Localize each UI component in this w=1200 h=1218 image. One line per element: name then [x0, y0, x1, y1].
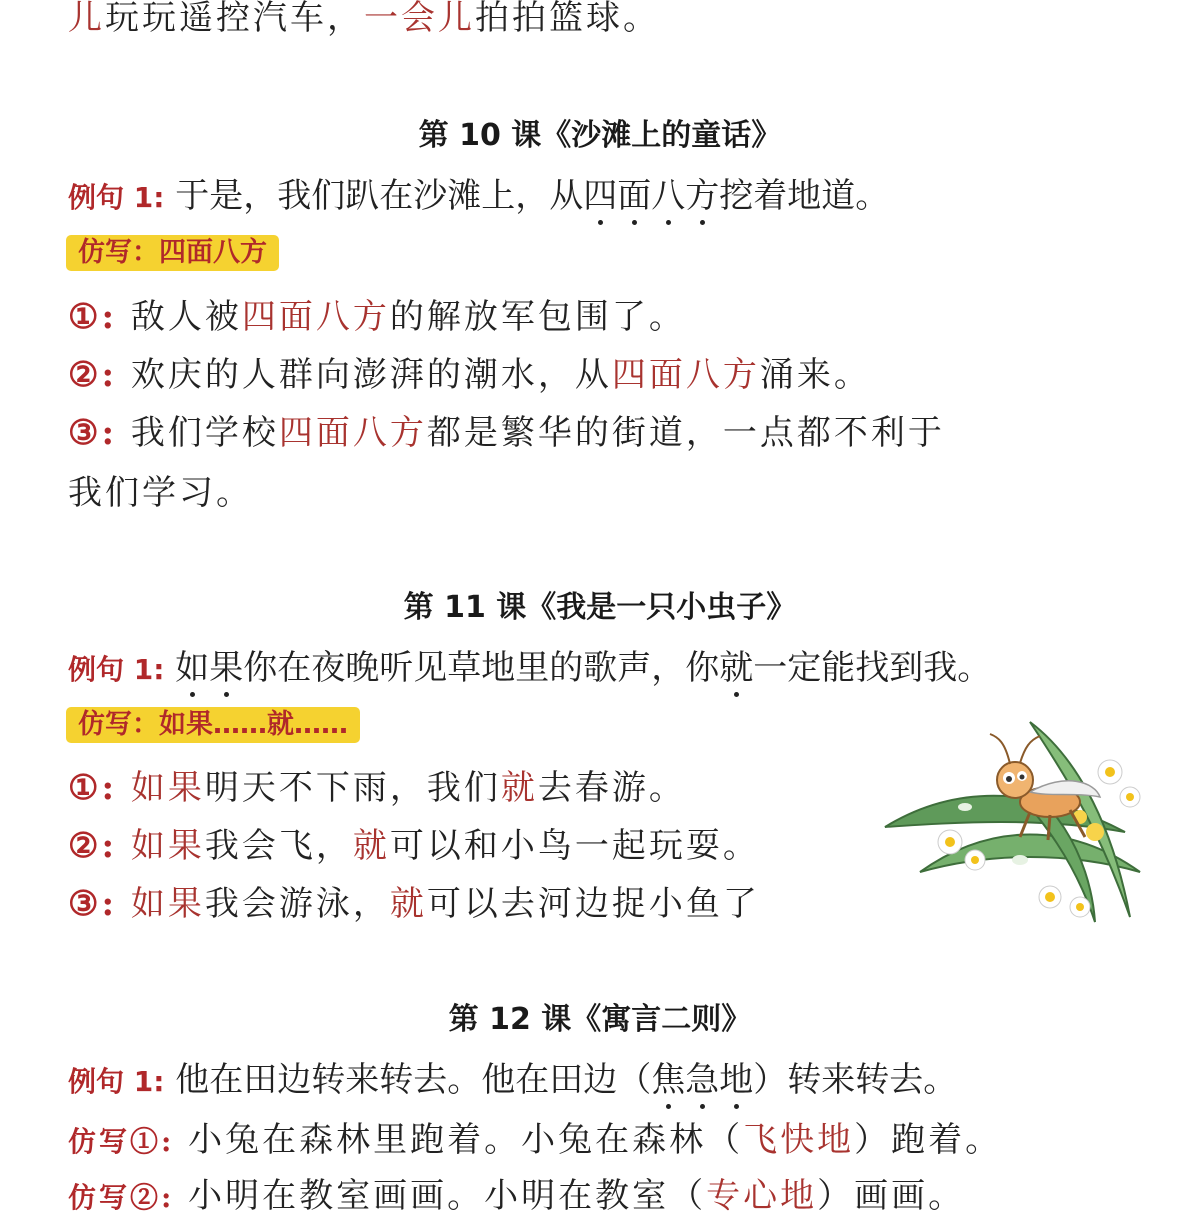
- lesson10-item-1: ①: 敌人被四面八方的解放军包围了。: [68, 297, 686, 337]
- lesson10-example: 例句 1: 于是，我们趴在沙滩上，从四面八方挖着地道。: [68, 176, 890, 216]
- lesson10-item-3-continued: 我们学习。: [68, 473, 253, 513]
- example-label: 例句 1:: [68, 653, 165, 686]
- lesson12-imitation-1: 仿写①: 小兔在森林里跑着。小兔在森林（飞快地）跑着。: [68, 1120, 1003, 1160]
- top-line: 儿玩玩遥控汽车，一会儿拍拍篮球。: [68, 0, 660, 38]
- lesson10-imitation-badge: 仿写：四面八方: [66, 235, 279, 271]
- lesson12-title: 第 12 课《寓言二则》: [448, 1002, 752, 1037]
- lesson11-item-1: ①: 如果明天不下雨，我们就去春游。: [68, 768, 686, 808]
- lesson10-item-2: ②: 欢庆的人群向澎湃的潮水，从四面八方涌来。: [68, 355, 871, 395]
- lesson10-title: 第 10 课《沙滩上的童话》: [418, 118, 782, 153]
- lesson11-imitation-badge: 仿写：如果……就……: [66, 707, 360, 743]
- leaf-group: [885, 722, 1140, 922]
- example-label: 例句 1:: [68, 1065, 165, 1098]
- lesson11-title: 第 11 课《我是一只小虫子》: [403, 590, 797, 625]
- cricket-on-leaves-illustration: [880, 712, 1145, 927]
- lesson10-item-3: ③: 我们学校四面八方都是繁华的街道，一点都不利于: [68, 413, 945, 453]
- lesson11-item-2: ②: 如果我会飞，就可以和小鸟一起玩耍。: [68, 826, 760, 866]
- lesson11-item-3: ③: 如果我会游泳，就可以去河边捉小鱼了: [68, 884, 760, 924]
- lesson12-example: 例句 1: 他在田边转来转去。他在田边（焦急地）转来转去。: [68, 1060, 958, 1100]
- lesson12-imitation-2: 仿写②: 小明在教室画画。小明在教室（专心地）画画。: [68, 1176, 966, 1216]
- example-label: 例句 1:: [68, 181, 165, 214]
- lesson11-example: 例句 1: 如果你在夜晚听见草地里的歌声，你就一定能找到我。: [68, 648, 992, 688]
